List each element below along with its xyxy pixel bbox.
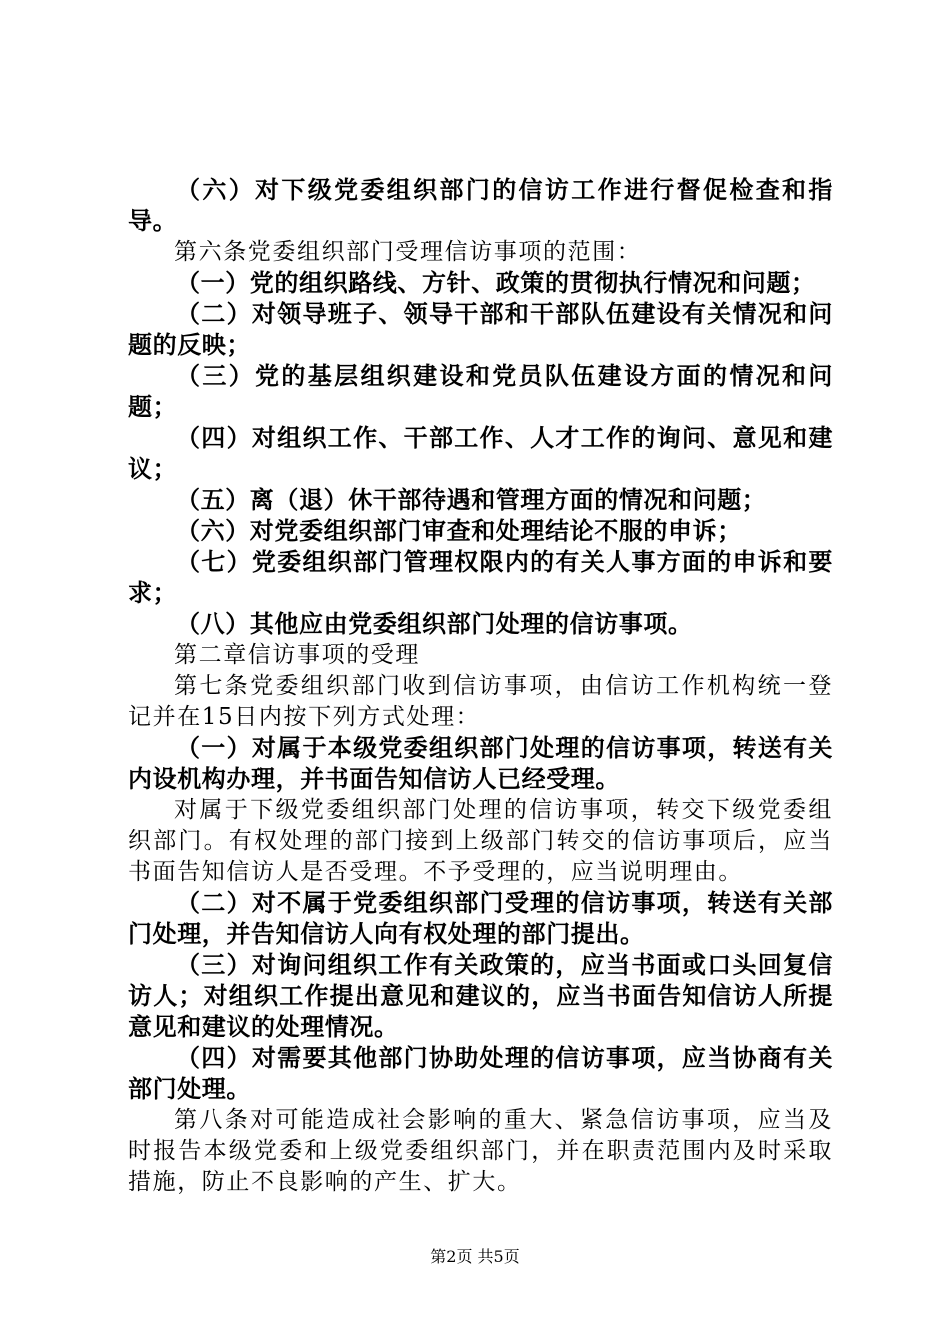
paragraph: （四）对需要其他部门协助处理的信访事项，应当协商有关部门处理。 [128,1044,833,1103]
chapter-heading: 第二章信访事项的受理 [174,642,420,668]
article-heading: 第七条党委组织部门收到信访事项，由信访工作机构统一登记并在15日内按下列方式处理： [128,673,833,730]
paragraph: （六）对党委组织部门审查和处理结论不服的申诉； [176,517,742,545]
paragraph: （一）对属于本级党委组织部门处理的信访事项，转送有关内设机构办理，并书面告知信访人已经受理。 [128,734,833,793]
paragraph: （一）党的组织路线、方针、政策的贯彻执行情况和问题； [176,269,816,297]
paragraph: 对属于下级党委组织部门处理的信访事项，转交下级党委组织部门。有权处理的部门接到上级部门转交的信访事项后，应当书面告知信访人是否受理。不予受理的，应当说明理由。 [128,797,833,885]
paragraph: （八）其他应由党委组织部门处理的信访事项。 [176,610,693,638]
document-body [128,175,833,1198]
paragraph: （六）对下级党委组织部门的信访工作进行督促检查和指导。 [128,176,833,235]
paragraph: （二）对不属于党委组织部门受理的信访事项，转送有关部门处理，并告知信访人向有权处理的部门提出。 [128,889,833,948]
paragraph: （七）党委组织部门管理权限内的有关人事方面的申诉和要求； [128,548,833,607]
paragraph: （二）对领导班子、领导干部和干部队伍建设有关情况和问题的反映； [128,300,833,359]
paragraph: （五）离（退）休干部待遇和管理方面的情况和问题； [176,486,767,514]
paragraph: （三）对询问组织工作有关政策的，应当书面或口头回复信访人；对组织工作提出意见和建议的，应当书面告知信访人所提意见和建议的处理情况。 [128,951,833,1041]
paragraph: （三）党的基层组织建设和党员队伍建设方面的情况和问题； [128,362,833,421]
paragraph: （四）对组织工作、干部工作、人才工作的询问、意见和建议； [128,424,833,483]
article-heading: 第六条党委组织部门受理信访事项的范围： [174,239,642,265]
page-number: 第2页 共5页 [430,1247,520,1266]
article-heading: 第八条对可能造成社会影响的重大、紧急信访事项，应当及时报告本级党委和上级党委组织部门，并在职责范围内及时采取措施，防止不良影响的产生、扩大。 [128,1107,833,1195]
